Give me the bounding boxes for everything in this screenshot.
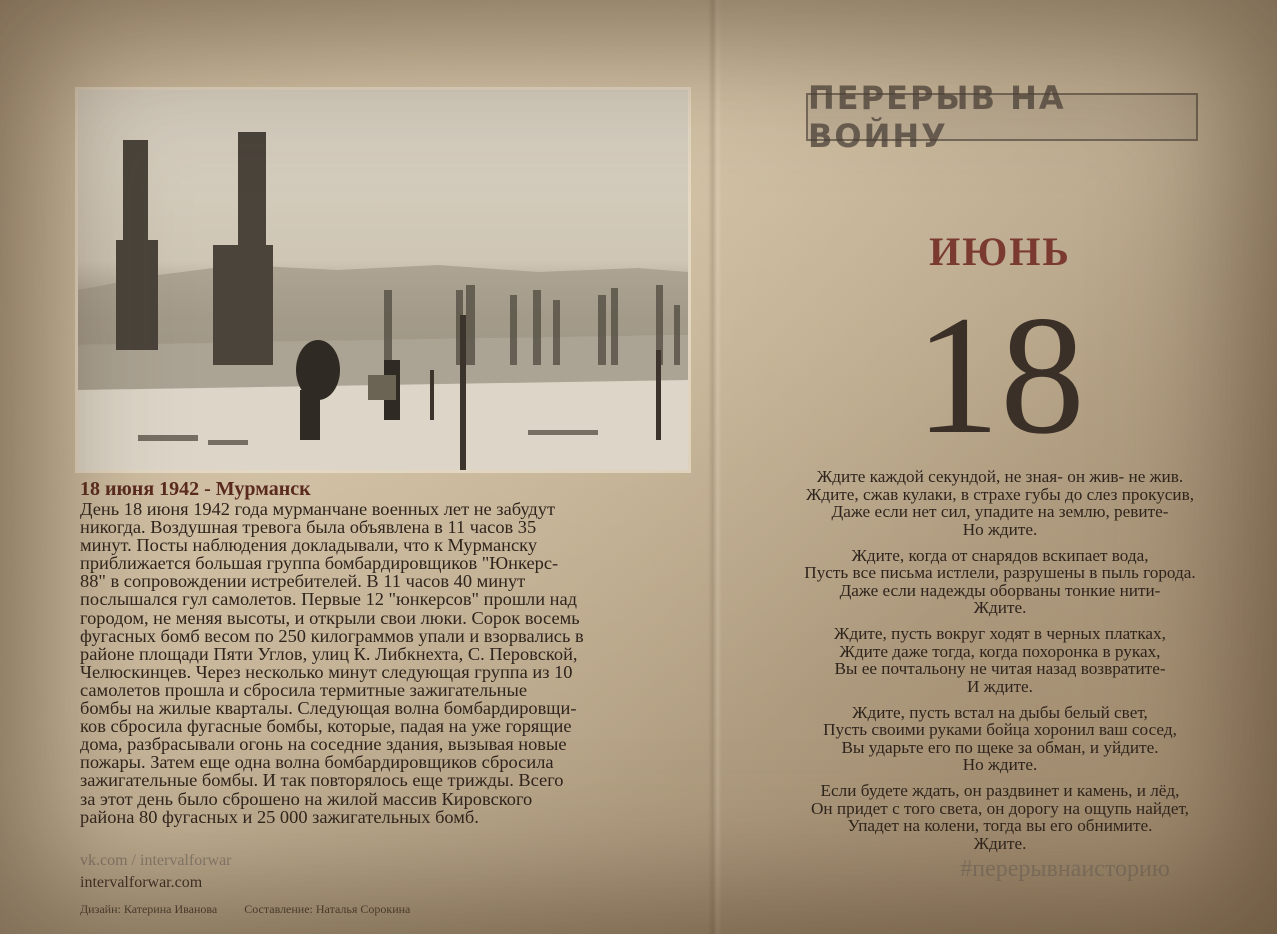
poem-stanza <box>730 547 1270 617</box>
poem-line: Пусть все письма истлели, разрушены в пыль города. <box>804 563 1196 582</box>
site-link[interactable]: intervalforwar.com <box>80 874 203 891</box>
hashtag[interactable]: #перерывнаисторию <box>960 856 1170 882</box>
poem-line: И ждите. <box>967 676 1033 696</box>
article-line: ков сбросила фугасные бомбы, которые, падая на уже горящие <box>80 716 572 737</box>
article-line: районе площади Пяти Углов, улиц К. Либкнехта, С. Перовской, <box>80 643 578 664</box>
poem <box>730 468 1270 861</box>
poem-line: Если будете ждать, он раздвинет и камень, и лёд, <box>820 781 1180 800</box>
article-line: День 18 июня 1942 года мурманчане военных лет не забудут <box>80 499 556 519</box>
article-line: за этот день было сброшено на жилой массив Кировского <box>80 788 533 809</box>
series-stamp: ПЕРЕРЫВ НА ВОЙНУ <box>806 93 1198 141</box>
poem-line: Ждите, пусть встал на дыбы белый свет, <box>852 702 1148 722</box>
poem-stanza <box>730 468 1270 538</box>
poem-line: Даже если надежды оборваны тонкие нити- <box>839 580 1161 600</box>
poem-stanza <box>730 704 1270 774</box>
poem-line: Даже если нет сил, упадите на землю, ревите- <box>831 502 1169 521</box>
vk-link[interactable]: vk.com / intervalforwar <box>80 852 232 869</box>
poem-line: Ждите каждой секундой, не зная- он жив- не жив. <box>816 467 1184 486</box>
article-line: послышался гул самолетов. Первые 12 "юнкерсов" прошли над <box>80 589 577 610</box>
article-line: дома, разбрасывали огонь на соседние здания, вызывая новые <box>80 734 567 755</box>
credits <box>80 902 434 917</box>
calendar-month: ИЮНЬ <box>929 229 1071 274</box>
poem-line: Ждите. <box>973 598 1027 617</box>
article-line: бомбы на жилые кварталы. Следующая волна бомбардировщи- <box>80 698 577 719</box>
article-line: пожары. Затем еще одна волна бомбардировщиков сбросила <box>80 752 554 773</box>
article-line: самолетов прошла и сбросила термитные зажигательные <box>80 679 527 700</box>
poem-line: Но ждите. <box>962 519 1038 539</box>
poem-line: Вы ее почтальону не читая назад возвратите- <box>834 659 1166 678</box>
article-line: фугасных бомб весом по 250 килограммов упали и взорвались в <box>80 625 584 646</box>
article-line: Челюскинцев. Через несколько минут следующая группа из 10 <box>80 661 573 682</box>
poem-line: Ждите. <box>973 833 1027 853</box>
poem-stanza <box>730 782 1270 852</box>
article-body <box>80 500 695 826</box>
historical-photo <box>78 90 688 470</box>
page-fold <box>708 0 722 934</box>
article-line: зажигательные бомбы. И так повторялось еще трижды. Всего <box>80 770 564 791</box>
war-ruins-photo-icon <box>78 90 688 470</box>
poem-line: Ждите, пусть вокруг ходят в черных платках, <box>834 624 1166 643</box>
poem-line: Ждите, когда от снарядов вскипает вода, <box>851 545 1149 565</box>
poem-line: Вы ударьте его по щеке за обман, и уйдите. <box>841 737 1159 757</box>
poem-line: Ждите даже тогда, когда похоронка в руках, <box>839 641 1161 661</box>
compiled-credit: Составление: Наталья Сорокина <box>244 902 411 916</box>
poem-line: Упадет на колени, тогда вы его обнимите. <box>847 816 1153 835</box>
article-line: приближается большая группа бомбардировщиков "Юнкерс- <box>80 553 559 574</box>
article-title: 18 июня 1942 - Мурманск <box>80 478 311 500</box>
poem-line: Пусть своими руками бойца хоронил ваш сосед, <box>823 720 1177 739</box>
poem-line: Ждите, сжав кулаки, в страхе губы до слез прокусив, <box>805 484 1195 504</box>
article-line: минут. Посты наблюдения докладывали, что к Мурманску <box>80 535 538 556</box>
poem-line: Но ждите. <box>962 755 1038 774</box>
article-line: никогда. Воздушная тревога была объявлена в 11 часов 35 <box>80 517 537 538</box>
poem-stanza <box>730 625 1270 695</box>
calendar-day: 18 <box>915 281 1085 469</box>
poem-line: Он придет с того света, он дорогу на ощупь найдет, <box>811 798 1189 818</box>
design-credit: Дизайн: Катерина Иванова <box>80 902 218 916</box>
article-line: городом, не меняя высоты, и открыли свои люки. Сорок восемь <box>80 607 580 628</box>
article-line: района 80 фугасных и 25 000 зажигательных бомб. <box>80 806 479 827</box>
source-links <box>80 850 232 894</box>
article-line: 88" в сопровождении истребителей. В 11 часов 40 минут <box>80 571 526 592</box>
